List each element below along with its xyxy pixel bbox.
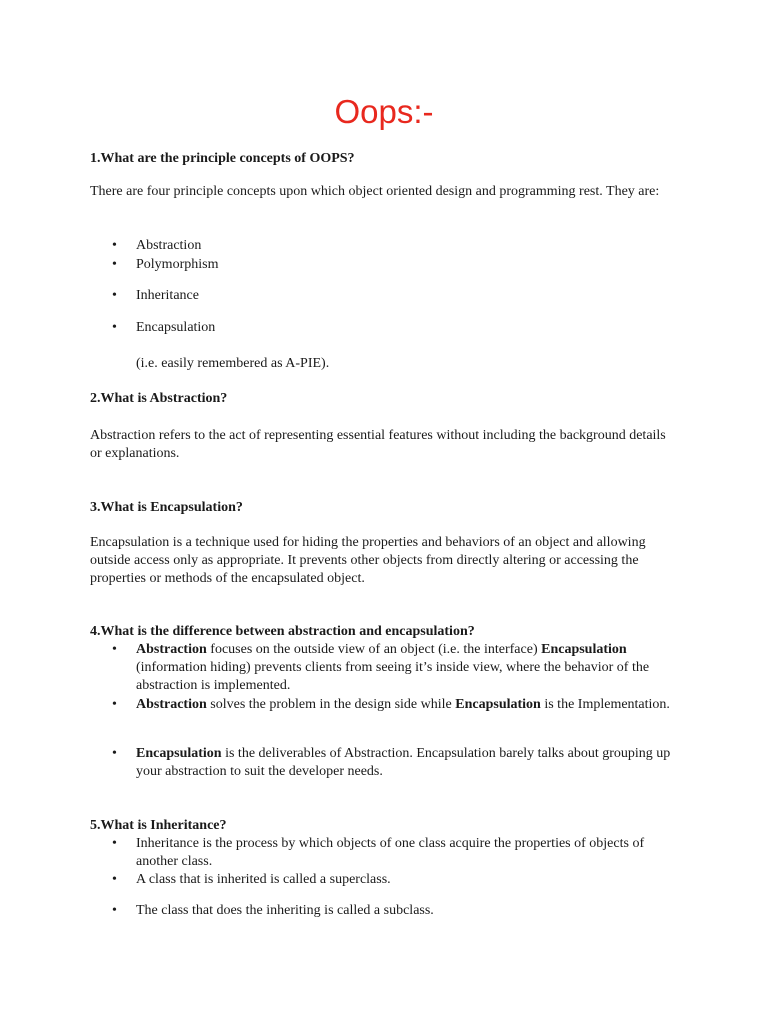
list-item-subclass: • The class that does the inheriting is called a subclass.	[136, 902, 676, 920]
list-item-difference-1	[136, 641, 676, 695]
question-2-text: Abstraction refers to the act of representing essential features without including the background details or explanations.	[90, 428, 666, 461]
a-pie-note: (i.e. easily remembered as A-PIE).	[136, 356, 330, 371]
list-text: is the deliverables of Abstraction. Encapsulation barely talks about grouping up your abstraction to suit the developer needs.	[136, 746, 671, 779]
list-item-polymorphism: • Polymorphism	[136, 256, 676, 274]
term-abstraction: Abstraction	[136, 642, 207, 657]
question-2-heading: 2.What is Abstraction?	[90, 391, 228, 406]
page-title: Oops:-	[334, 93, 434, 130]
question-3-text: Encapsulation is a technique used for hiding the properties and behaviors of an object and allowing outside access only as appropriate. It prevents other objects from directly altering or accessing the properties or methods of the encapsulated object.	[90, 535, 646, 586]
question-4-heading: 4.What is the difference between abstraction and encapsulation?	[90, 624, 475, 639]
list-item-superclass: • A class that is inherited is called a superclass.	[136, 871, 676, 889]
list-item-inheritance: • Inheritance	[136, 287, 676, 305]
list-text: solves the problem in the design side while	[206, 697, 456, 712]
list-item-difference-2	[136, 696, 676, 714]
question-3-heading: 3.What is Encapsulation?	[90, 500, 243, 515]
list-text: (information hiding) prevents clients from seeing it’s inside view, where the behavior of the abstraction is implemented.	[136, 660, 650, 693]
list-text: is the Implementation.	[540, 697, 670, 712]
list-text: focuses on the outside view of an object (i.e. the interface)	[206, 642, 542, 657]
list-item-encapsulation: • Encapsulation	[136, 319, 676, 337]
term-encapsulation: Encapsulation	[455, 697, 541, 712]
list-item-difference-3	[136, 745, 676, 781]
question-5-heading: 5.What is Inheritance?	[90, 818, 227, 833]
list-item-inheritance-def: • Inheritance is the process by which objects of one class acquire the properties of objects of another class.	[136, 835, 676, 871]
term-encapsulation: Encapsulation	[541, 642, 627, 657]
term-encapsulation: Encapsulation	[136, 746, 222, 761]
term-abstraction: Abstraction	[136, 697, 207, 712]
question-1-text: There are four principle concepts upon which object oriented design and programming rest. They are:	[90, 184, 660, 199]
question-1-heading: 1.What are the principle concepts of OOPS?	[90, 151, 355, 166]
list-item-abstraction: • Abstraction	[136, 237, 676, 255]
